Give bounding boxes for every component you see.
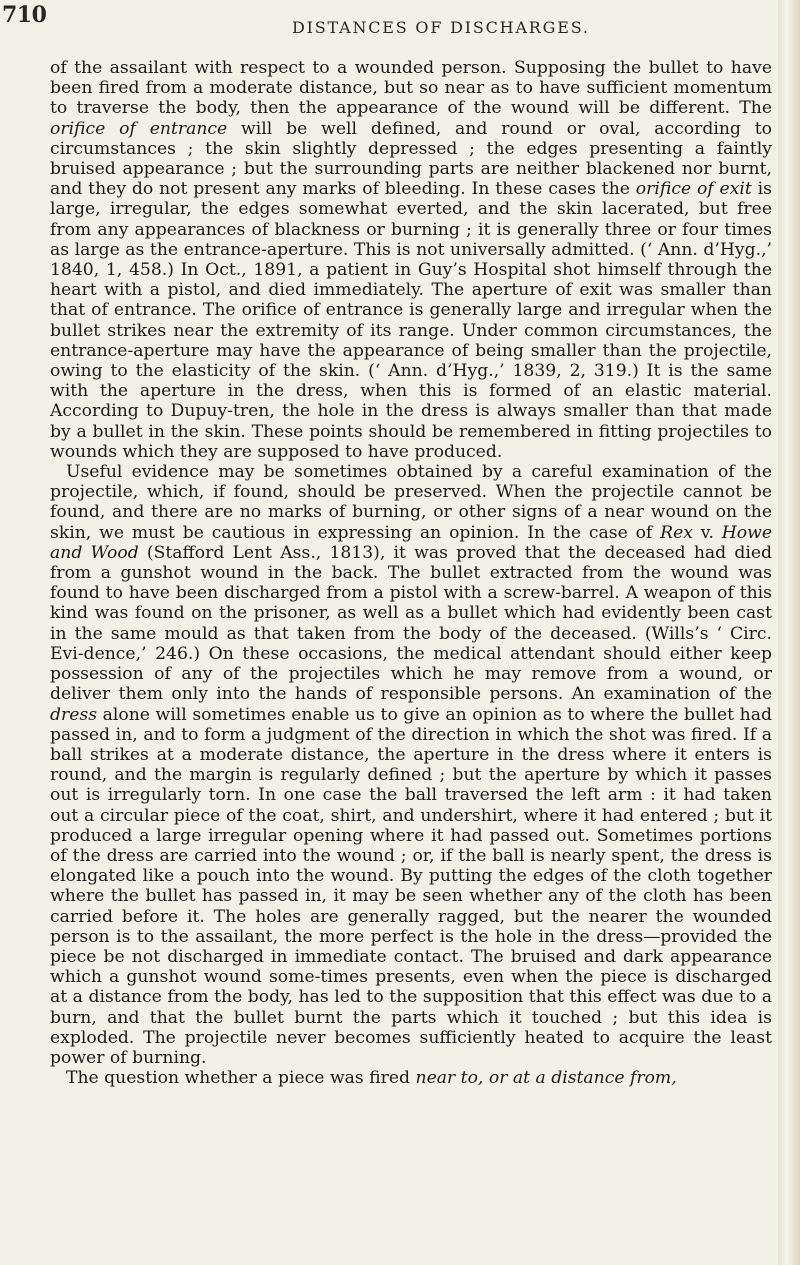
body-text — [50, 58, 772, 1088]
text-run-italic: dress — [50, 704, 98, 725]
text-run-italic: near to, or at a distance from, — [415, 1068, 677, 1089]
text-run: (Stafford Lent Ass., 1813), it was proved that the deceased had died from a gunshot wound in the back. The bullet extracted from the wound was found to have been discharged from a pistol with a screw-barrel. A weapon of this kind was found on the prisoner, as well as a bullet which had evidently been cast in the same mould as that taken from the body of the deceased. (Wills’s ‘ Circ. Evi-dence,’ 246.) On these occasions, the medical attendant should either keep possession of any of the projectiles which he may remove from a wound, or deliver them only into the hands of responsible persons. An examination of the — [50, 542, 772, 705]
text-run: of the assailant with respect to a wounded person. Supposing the bullet to have been fired from a moderate distance, but so near as to have sufficient momentum to traverse the body, then the appearance of the wound will be different. The — [50, 58, 772, 119]
text-run-italic: Howe and Wood — [50, 522, 772, 563]
paragraph-1 — [50, 58, 772, 462]
page-number: 710 — [2, 2, 47, 28]
running-title: DISTANCES OF DISCHARGES. — [292, 18, 590, 37]
text-run: will be well defined, and round or oval, according to circumstances ; the skin slightly depressed ; the edges presenting a faintly bruised appearance ; but the surrounding parts are neither blackened nor burnt, and they do not present any marks of bleeding. In these cases the — [50, 118, 772, 200]
text-run-italic: orifice of exit — [635, 179, 752, 200]
text-run-italic: orifice of entrance — [50, 118, 228, 139]
paragraph-3 — [50, 1068, 772, 1088]
text-run: v. — [692, 522, 722, 543]
text-run: alone will sometimes enable us to give an opinion as to where the bullet had passed in, and to form a judgment of the direction in which the shot was fired. If a ball strikes at a moderate distance, the aperture in the dress where it enters is round, and the margin is regularly defined ; but the aperture by which it passes out is irregularly torn. In one case the ball traversed the left arm : it had taken out a circular piece of the coat, shirt, and undershirt, where it had entered ; but it produced a large irregular opening where it had passed out. Sometimes portions of the dress are carried into the wound ; or, if the ball is nearly spent, the dress is elongated like a pouch into the wound. By putting the edges of the cloth together where the bullet has passed in, it may be seen whether any of the cloth has been carried before it. The holes are generally ragged, but the nearer the wounded person is to the assailant, the more perfect is the hole in the dress—provided the piece be not discharged in immediate contact. The bruised and dark appearance which a gunshot wound some-times presents, even when the piece is discharged at a distance from the body, has led to the supposition that this effect was due to a burn, and that the bullet burnt the parts which it touched ; but this idea is exploded. The projectile never becomes sufficiently heated to acquire the least power of burning. — [50, 704, 772, 1068]
text-run: The question whether a piece was fired — [66, 1068, 416, 1089]
text-run: Useful evidence may be sometimes obtained by a careful examination of the projectile, which, if found, should be preserved. When the projectile cannot be found, and there are no marks of burning, or other signs of a near wound on the skin, we must be cautious in expressing an opinion. In the case of — [50, 462, 772, 543]
page-edge — [778, 0, 800, 1265]
text-run: is large, irregular, the edges somewhat everted, and the skin lacerated, but free from any appearances of blackness or burning ; it is generally three or four times as large as the entrance-aperture. This is not universally admitted. (‘ Ann. d’Hyg.,’ 1840, 1, 458.) In Oct., 1891, a patient in Guy’s Hospital shot himself through the heart with a pistol, and died immediately. The aperture of exit was smaller than that of entrance. The orifice of entrance is generally large and irregular when the bullet strikes near the extremity of its range. Under common circumstances, the entrance-aperture may have the appearance of being smaller than the projectile, owing to the elasticity of the skin. (‘ Ann. d’Hyg.,’ 1839, 2, 319.) It is the same with the aperture in the dress, when this is formed of an elastic material. According to Dupuy-tren, the hole in the dress is always smaller than that made by a bullet in the skin. These points should be remembered in fitting projectiles to wounds which they are supposed to have produced. — [50, 179, 772, 462]
text-run-italic: Rex — [660, 522, 693, 543]
paragraph-2 — [50, 462, 772, 1068]
